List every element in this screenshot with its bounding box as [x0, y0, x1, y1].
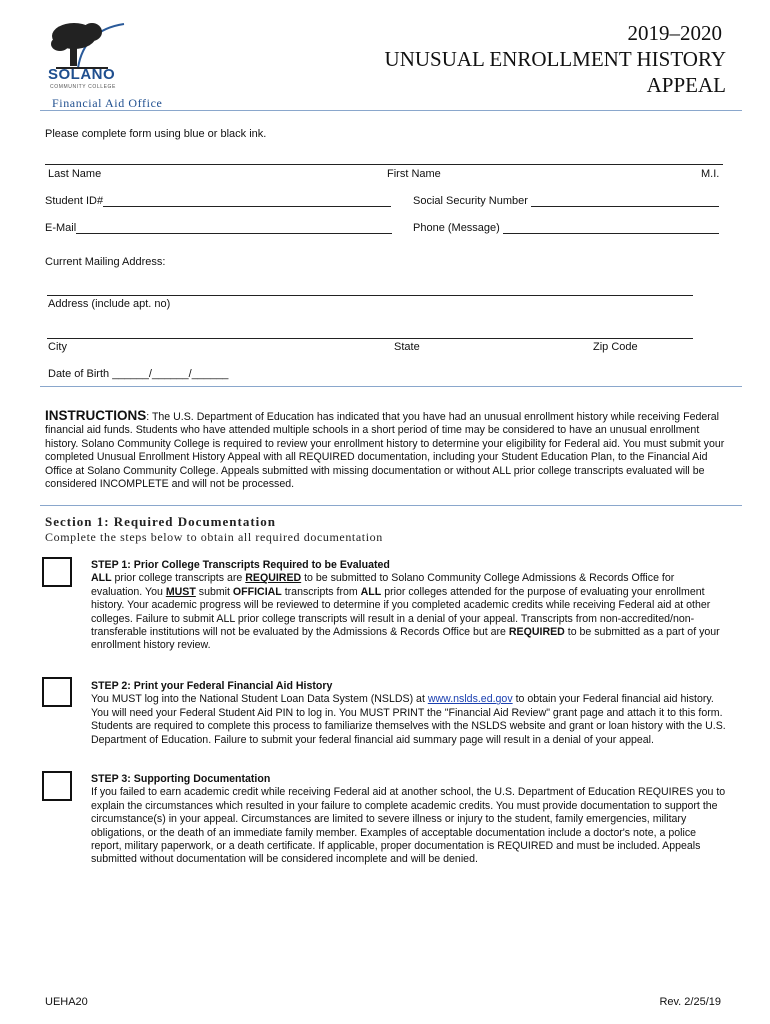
college-subtitle: COMMUNITY COLLEGE: [50, 84, 116, 90]
college-name: SOLANO: [48, 66, 116, 83]
college-logo: [48, 18, 132, 94]
header-rule: [40, 110, 742, 111]
last-name-label[interactable]: Last Name: [48, 168, 102, 180]
step1-title: STEP 1: Prior College Transcripts Required to be Evaluated: [91, 559, 390, 571]
step3-text: [91, 773, 726, 867]
step3-title: STEP 3: Supporting Documentation: [91, 773, 271, 785]
section-title: Section 1: Required Documentation: [45, 514, 277, 529]
instructions-heading: INSTRUCTIONS: [45, 408, 147, 423]
section-subtitle: Complete the steps below to obtain all required documentation: [45, 530, 383, 544]
student-id-field[interactable]: [45, 195, 391, 207]
address-label[interactable]: Address (include apt. no): [48, 298, 171, 310]
office-name: Financial Aid Office: [52, 96, 163, 110]
form-title-line2: APPEAL: [646, 73, 726, 97]
email-field[interactable]: [45, 222, 392, 234]
step2-text: STEP 2: Print your Federal Financial Aid History You MUST log into the National Student Loan Data System (NSLDS) at www.nslds.ed.gov to obtain your Federal financial aid history. You will need your Federal Student Aid PIN to log in. You MUST PRINT the "Financial Aid Review" grant page and attach it to this form. Students are required to complete this process to familiarize themselves with the NSLDS website and grant or loan history with the U.S. Department of Education. Failure to submit your federal financial aid summary page will result in a denial of your appeal.: [91, 680, 726, 746]
name-line: [45, 164, 723, 165]
fields-rule: [40, 386, 742, 387]
step1-checkbox[interactable]: [42, 557, 72, 587]
mailing-address-label: Current Mailing Address:: [45, 256, 166, 268]
state-label[interactable]: State: [394, 341, 420, 353]
email-label: E-Mail: [45, 222, 77, 234]
form-title-line1: UNUSUAL ENROLLMENT HISTORY: [384, 47, 726, 71]
instructions-body: : The U.S. Department of Education has indicated that you have had an unusual enrollment history while receiving Federal financial aid funds. Students who have attended multiple schools in a short period of time may be considered to have an unusual enrollment history. Solano Community College is required to review your enrollment history to determine your eligibility for Federal aid. You must submit your completed Unusual Enrollment History Appeal with all REQUIRED documentation, including your Student Education Plan, to the Financial Aid Office at Solano Community College. Appeals submitted with missing documentation or without ALL prior college transcripts evaluated will be considered INCOMPLETE and will not be processed.: [45, 411, 725, 491]
zip-label[interactable]: Zip Code: [593, 341, 638, 353]
ssn-label: Social Security Number: [413, 195, 528, 207]
intro-text: Please complete form using blue or black ink.: [45, 128, 267, 140]
city-line: [47, 338, 693, 339]
oak-tree-icon: [48, 18, 132, 70]
dob-field[interactable]: Date of Birth ______/______/______: [48, 368, 229, 380]
first-name-label[interactable]: First Name: [387, 168, 441, 180]
step3-checkbox[interactable]: [42, 771, 72, 801]
step3-body: If you failed to earn academic credit while receiving Federal aid at another school, the U.S. Department of Education REQUIRES you to explain the circumstances which resulted in your failure to complete academic credits. You must provide documentation to support the circumstance(s) in your appeal. Circumstances are limited to severe illness or injury to the student, family emergencies, military obligations, or the death of an immediate family member. Examples of acceptable documentation include a doctor's note, a police report, military paperwork, or a death certificate. If applicable, proper documentation is REQUIRED and must be included. Appeals submitted without documentation will be considered incomplete and will be denied.: [91, 786, 726, 866]
nslds-link[interactable]: www.nslds.ed.gov: [427, 693, 513, 706]
step2-title: STEP 2: Print your Federal Financial Aid History: [91, 680, 333, 692]
revision-date: Rev. 2/25/19: [659, 996, 721, 1008]
step1-text: STEP 1: Prior College Transcripts Required to be Evaluated ALL prior college transcripts are REQUIRED to be submitted to Solano Community College Admissions & Records Office for evaluation. You MUST submit OFFICIAL transcripts from ALL prior colleges attended for the purpose of evaluating your enrollment history. Your academic progress will be reviewed to determine if you completed academic credits while receiving Federal aid at other colleges. Failure to submit ALL prior college transcripts will result in a denial of your appeal. Transcripts from non-accredited/non- transferable institutions will not be evaluated by the Admissions & Records Office but are REQUIRED to be submitted as a part of your enrollment history review.: [91, 559, 720, 652]
form-year: 2019–2020: [627, 21, 722, 45]
city-label[interactable]: City: [48, 341, 67, 353]
student-id-label: Student ID#: [45, 195, 104, 207]
address-line: [47, 295, 693, 296]
mi-label[interactable]: M.I.: [701, 168, 720, 180]
phone-label: Phone (Message): [413, 222, 500, 234]
form-title: [385, 20, 726, 98]
form-code: UEHA20: [45, 996, 88, 1008]
ssn-field[interactable]: [413, 195, 719, 207]
instructions-rule: [40, 505, 742, 506]
instructions-paragraph: [45, 409, 725, 491]
step2-checkbox[interactable]: [42, 677, 72, 707]
phone-field[interactable]: [413, 222, 719, 234]
